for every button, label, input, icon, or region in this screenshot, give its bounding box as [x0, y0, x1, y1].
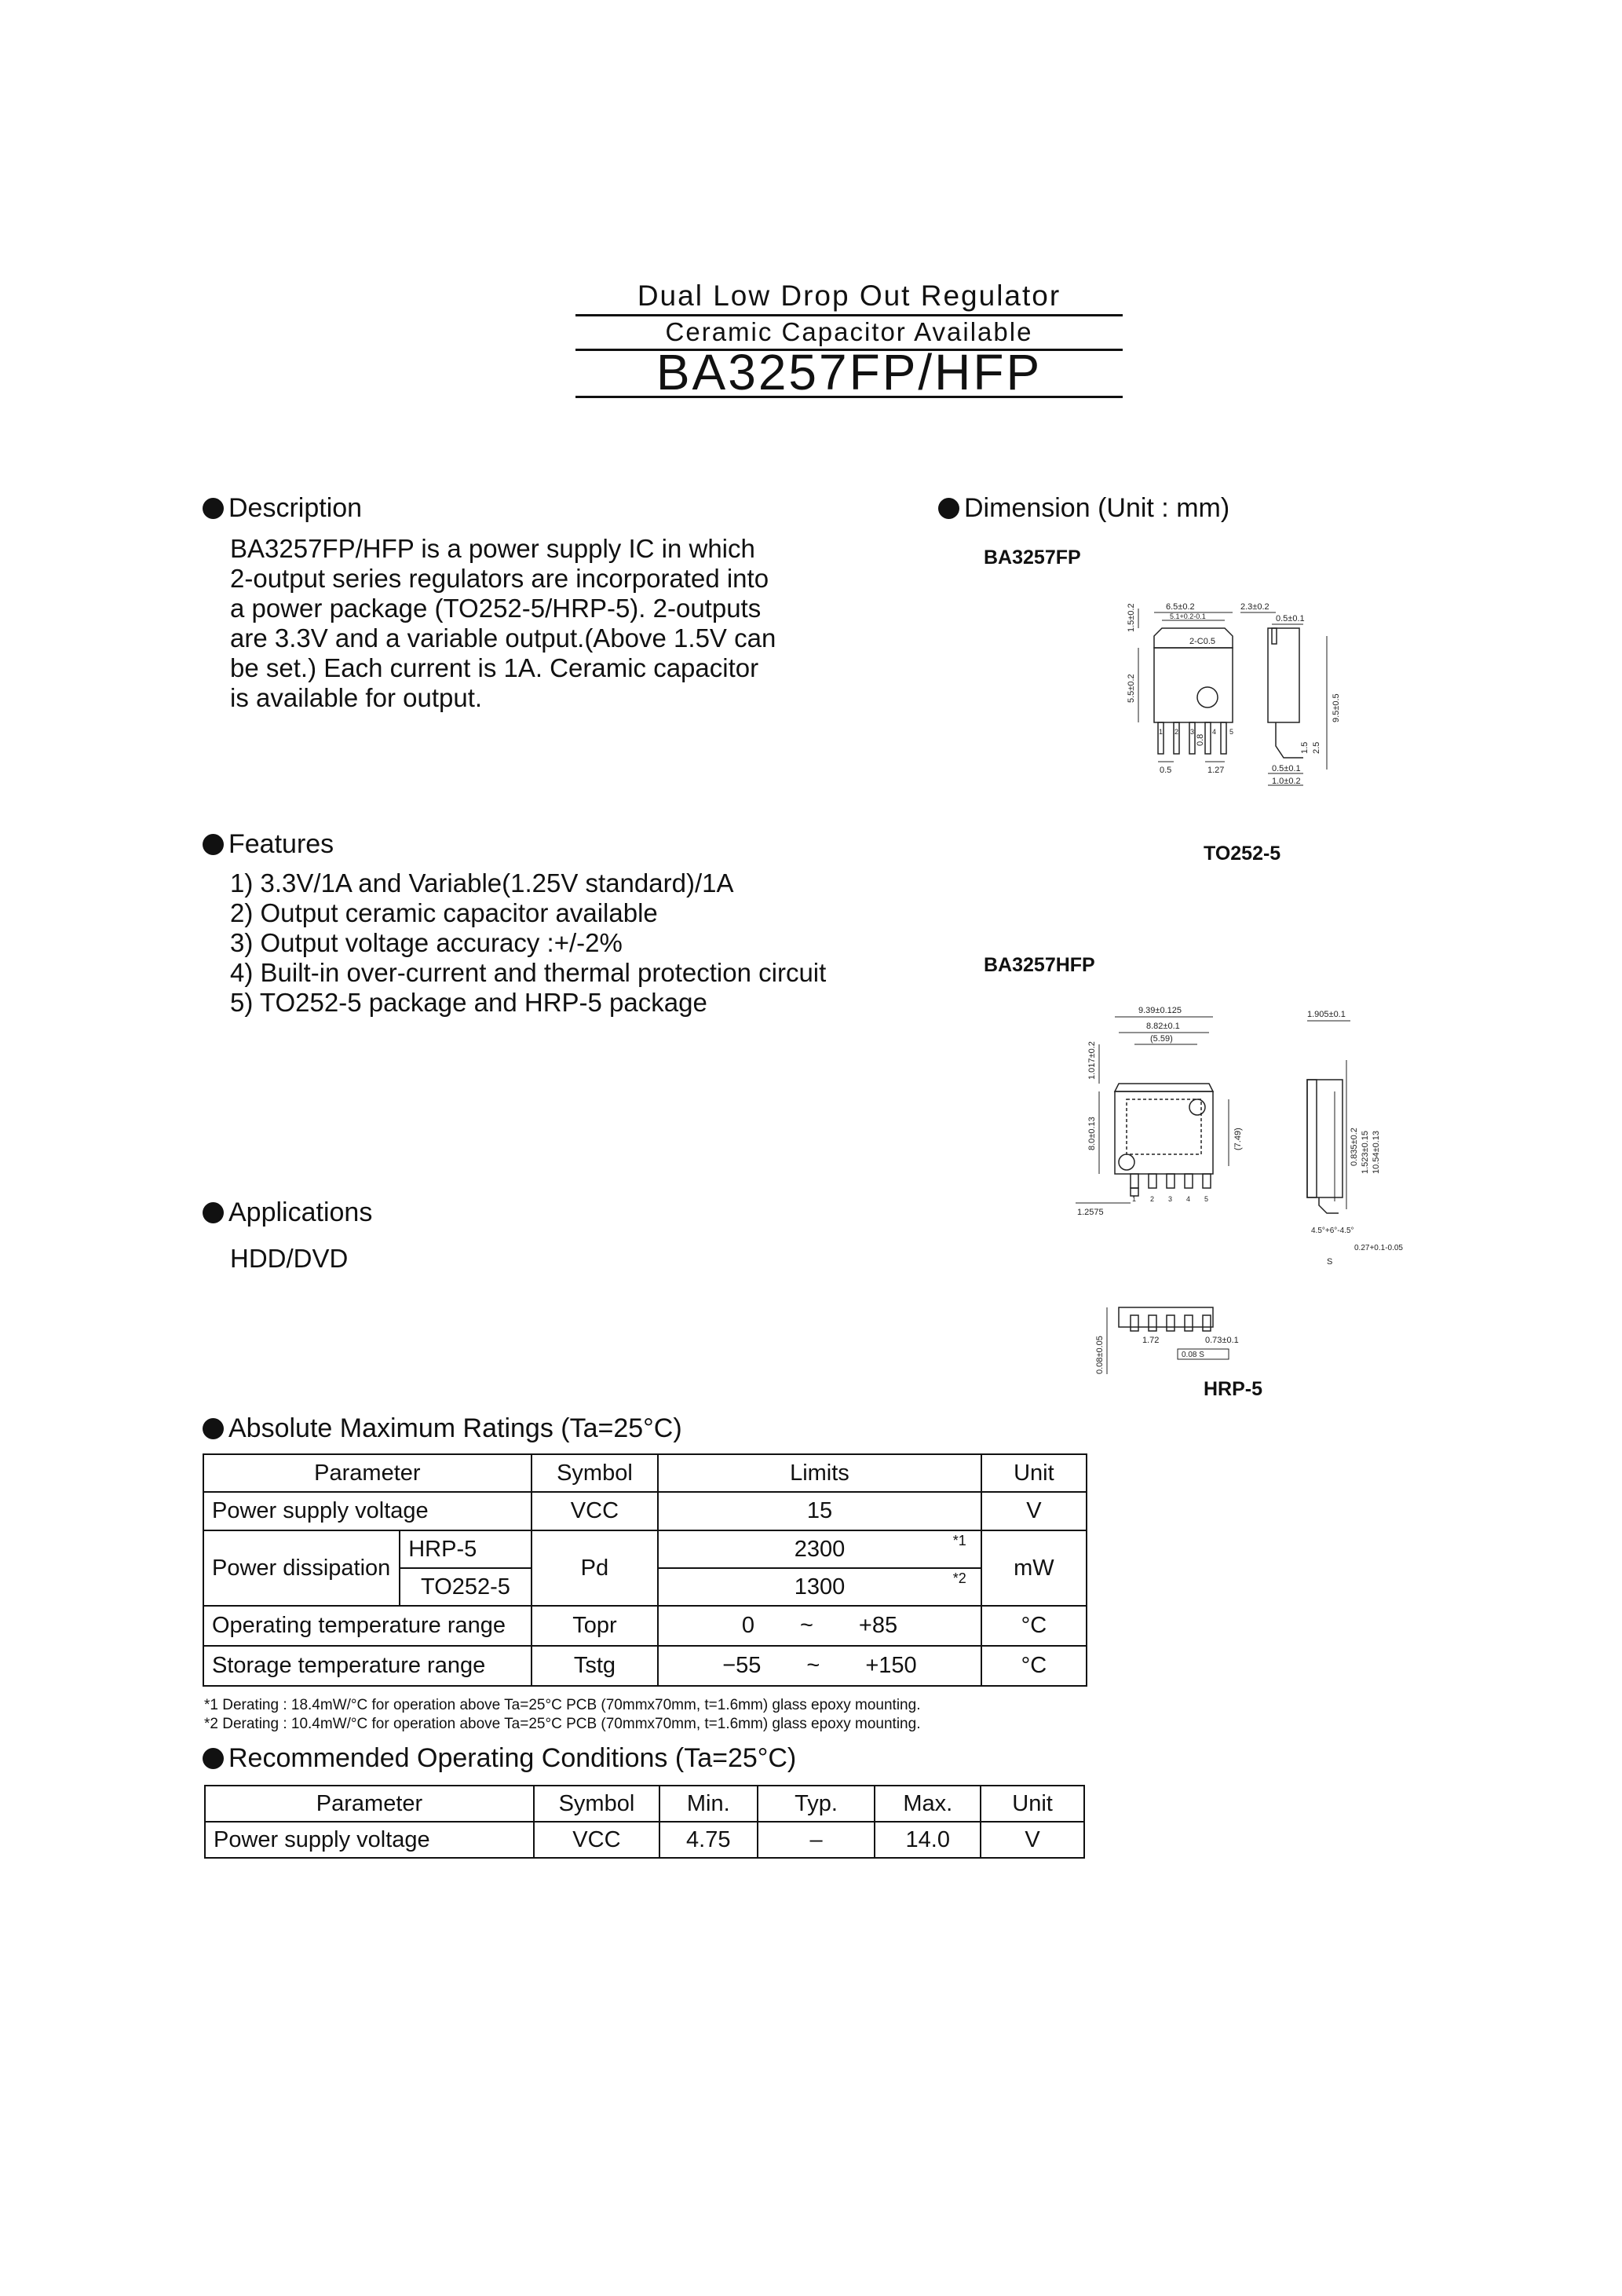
dim-label: 1.017±0.2 [1087, 1041, 1097, 1080]
dim-label: 1.5 [1300, 741, 1310, 754]
dim-label: 1.0±0.2 [1272, 777, 1301, 786]
leads [1158, 722, 1226, 754]
list-item: 4) Built-in over-current and thermal protection circuit [230, 958, 827, 987]
dim-label: 9.5±0.5 [1332, 693, 1341, 722]
dim-label: 4.5°+6°-4.5° [1311, 1227, 1354, 1235]
dim-label: 1.72 [1142, 1336, 1160, 1345]
dim-label: 8.82±0.1 [1146, 1022, 1180, 1031]
table-row: Power supply voltage VCC 4.75 – 14.0 V [205, 1822, 1084, 1858]
hrp-5-drawing [1068, 997, 1413, 1374]
rec-op-heading: Recommended Operating Conditions (Ta=25°C) [203, 1743, 796, 1774]
dim-label: 0.08±0.05 [1095, 1336, 1105, 1374]
applications-text: HDD/DVD [230, 1244, 349, 1273]
pkg2-caption: HRP-5 [1204, 1378, 1263, 1400]
pin-number: 2 [1174, 728, 1179, 736]
table-header-row: Parameter Symbol Min. Typ. Max. Unit [205, 1786, 1084, 1822]
pin-number: 5 [1204, 1195, 1209, 1203]
dim-label: 0.5±0.1 [1272, 764, 1301, 773]
bullet-icon [938, 498, 959, 519]
list-item: 5) TO252-5 package and HRP-5 package [230, 988, 707, 1017]
dim-label: 0.8 [1196, 733, 1205, 746]
table-header-row: Parameter Symbol Limits Unit [203, 1454, 1087, 1492]
table-row: Storage temperature range Tstg −55 ~ +150 °C [203, 1646, 1087, 1686]
pin-number: 3 [1168, 1195, 1173, 1203]
dim-label: 8.0±0.13 [1087, 1117, 1097, 1150]
dim-label: 0.08 S [1182, 1351, 1204, 1359]
dim-label: 0.73±0.1 [1205, 1336, 1239, 1345]
bottom-leads [1131, 1315, 1211, 1331]
bullet-icon [203, 1748, 224, 1769]
to252-5-drawing [1115, 597, 1413, 832]
dim-label: 10.54±0.13 [1372, 1131, 1381, 1174]
features-list [230, 868, 826, 1018]
side-view-body [1307, 1080, 1343, 1197]
dim-label: (7.49) [1233, 1128, 1243, 1150]
pin-number: 1 [1132, 1195, 1137, 1203]
table-footnotes: *1 Derating : 18.4mW/°C for operation above Ta=25°C PCB (70mmx70mm, t=1.6mm) glass epoxy mounting. *2 Derating : 10.4mW/°C for operation above Ta=25°C PCB (70mmx70mm, t=1.6mm) glass epoxy mounting. [204, 1697, 921, 1732]
dim-label: 5.1+0.2-0.1 [1170, 612, 1206, 620]
pin1-marker-icon [1119, 1154, 1134, 1170]
side-view-body [1268, 628, 1299, 722]
features-heading: Features [203, 829, 334, 860]
pin-number: 2 [1150, 1195, 1155, 1203]
dim-label: 1.523±0.15 [1361, 1131, 1370, 1174]
dim-label: 2-C0.5 [1189, 637, 1216, 646]
dim-label: 1.27 [1207, 766, 1225, 775]
pin1-marker-icon [1197, 687, 1218, 707]
pin-number: 1 [1159, 728, 1164, 736]
subtitle-ceramic-cap: Ceramic Capacitor Available [575, 317, 1123, 351]
dim-label: 0.835±0.2 [1350, 1128, 1359, 1166]
part-number-title: BA3257FP/HFP [575, 349, 1123, 398]
dim-label: (5.59) [1150, 1034, 1173, 1044]
bullet-icon [203, 1418, 224, 1439]
dimension-heading: Dimension (Unit : mm) [938, 493, 1229, 524]
dim-label: 2.5 [1312, 741, 1321, 754]
table-row: Power dissipation HRP-5 Pd 2300 *1 mW [203, 1530, 1087, 1568]
body-outline [1115, 1091, 1213, 1174]
bottom-view-body [1119, 1307, 1213, 1327]
list-item: 3) Output voltage accuracy :+/-2% [230, 928, 623, 957]
pin-number: 3 [1190, 728, 1195, 736]
table-row: Operating temperature range Topr 0 ~ +85 °C [203, 1606, 1087, 1646]
table-row: TO252-5 1300 *2 [203, 1568, 1087, 1606]
description-heading: Description [203, 493, 362, 524]
bullet-icon [203, 834, 224, 855]
marker-icon [1189, 1099, 1205, 1115]
subtitle-dual-ldo: Dual Low Drop Out Regulator [575, 280, 1123, 316]
pkg1-caption: TO252-5 [1204, 843, 1281, 865]
applications-heading: Applications [203, 1197, 372, 1228]
dim-label: 5.5±0.2 [1127, 674, 1136, 703]
pin-number: 4 [1212, 728, 1217, 736]
description-text: BA3257FP/HFP is a power supply IC in which 2-output series regulators are incorporated into a power package (TO252-5/HRP-5). 2-outputs are 3.3V and a variable output.(Above 1.5V can be set.) Each current is 1A. Ceramic capacitor is available for output. [230, 534, 776, 712]
dim-label: 0.5±0.1 [1276, 614, 1305, 623]
pkg2-name: BA3257HFP [984, 954, 1095, 976]
body-outline [1154, 648, 1233, 722]
dim-label: 0.5 [1160, 766, 1172, 775]
dim-label: 1.905±0.1 [1307, 1010, 1346, 1019]
abs-max-table [203, 1453, 1087, 1687]
dim-label: 1.5±0.2 [1127, 603, 1136, 632]
dim-label: 9.39±0.125 [1138, 1006, 1182, 1015]
dim-label: 2.3±0.2 [1240, 602, 1269, 612]
dim-label: 1.2575 [1077, 1208, 1104, 1217]
list-item: 1) 3.3V/1A and Variable(1.25V standard)/1A [230, 868, 734, 898]
list-item: 2) Output ceramic capacitor available [230, 898, 658, 927]
bullet-icon [203, 498, 224, 519]
dim-label: 0.27+0.1-0.05 [1354, 1244, 1403, 1252]
bullet-icon [203, 1202, 224, 1223]
leads [1131, 1174, 1211, 1196]
table-row: Power supply voltage VCC 15 V [203, 1492, 1087, 1530]
pin-number: 5 [1229, 728, 1234, 736]
abs-max-heading: Absolute Maximum Ratings (Ta=25°C) [203, 1413, 682, 1444]
pin-number: 4 [1186, 1195, 1191, 1203]
pkg1-name: BA3257FP [984, 547, 1081, 569]
dim-label: 6.5±0.2 [1166, 602, 1195, 612]
dim-label: S [1327, 1257, 1333, 1267]
rec-op-table [204, 1785, 1085, 1859]
